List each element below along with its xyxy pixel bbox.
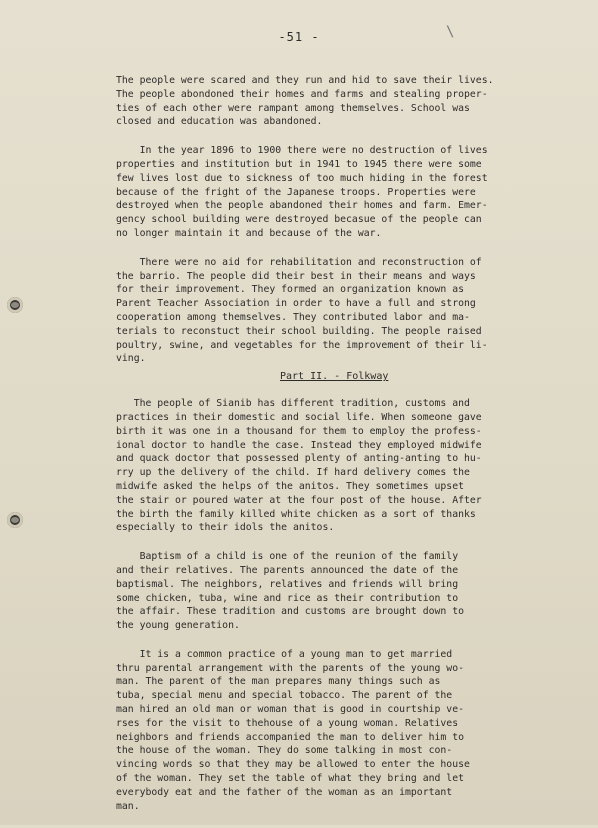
paragraph: The people were scared and they run and hid to save their lives. The people abondoned their homes and farms and stealing proper- ties of each other were rampant among themselves. School was closed and education was abandoned. [116,75,494,128]
paragraph: In the year 1896 to 1900 there were no destruction of lives properties and institution but in 1941 to 1945 there were some few lives lost due to sickness of too much hiding in the forest because of the fright of the Japanese troops. Properties were destroyed when the people abandoned their homes and farm. Emer- gency school building were destroyed becasue of the people can no longer maintain it and because of the war. [116,145,488,239]
paragraph: There were no aid for rehabilitation and reconstruction of the barrio. The people did their best in their means and ways for their improvement. They formed an organization known as Parent Teacher Association in order to have a full and strong cooperation among themselves. They contributed labor and ma- terials to reconstuct their school building. The people raised poultry, swine, and vegetables for the improvement of their li- ving. [116,256,488,365]
document-body [116,74,546,828]
heading-spacer [116,381,546,397]
page-number: -51 - [278,30,320,44]
section-heading: Part II. - Folkway [280,371,389,382]
paragraph: It is a common practice of a young man to get married thru parental arrangement with the parents of the young wo- man. The parent of the man prepares many things such as tuba, special menu and special tobacco. The parent of the man hired an old man or woman that is good in courtship ve- rses for the visit to thehouse of a young woman. Relatives neighbors and friends accompanied the man to deliver him to the house of the woman. They do some talking in most con- vincing words so that they may be allowed to enter the house of the woman. They set the table of what they bring and let everybody eat and the father of the woman as an important man. [116,648,470,812]
punch-hole-bottom [7,512,23,528]
pen-mark: \ [446,24,455,40]
punch-hole-top [7,297,23,313]
paragraph: The people of Sianib has different tradition, customs and practices in their domestic and social life. When someone gave birth it was one in a thousand for them to employ the profess- ional doctor to handle the case. Instead they employed midwife and quack doctor that possessed plenty of anting-anting to hu- rry up the delivery of the child. If hard delivery comes the midwife asked the helps of the anitos. They sometimes upset the stair or poured water at the four post of the house. After the birth the family killed white chicken as a sort of thanks especially to their idols the anitos. [116,398,482,534]
paragraph: Baptism of a child is one of the reunion of the family and their relatives. The parents announced the date of the baptismal. The neighbors, relatives and friends will bring some chicken, tuba, wine and rice as their contribution to the affair. These tradition and customs are brought down to the young generation. [116,551,464,632]
